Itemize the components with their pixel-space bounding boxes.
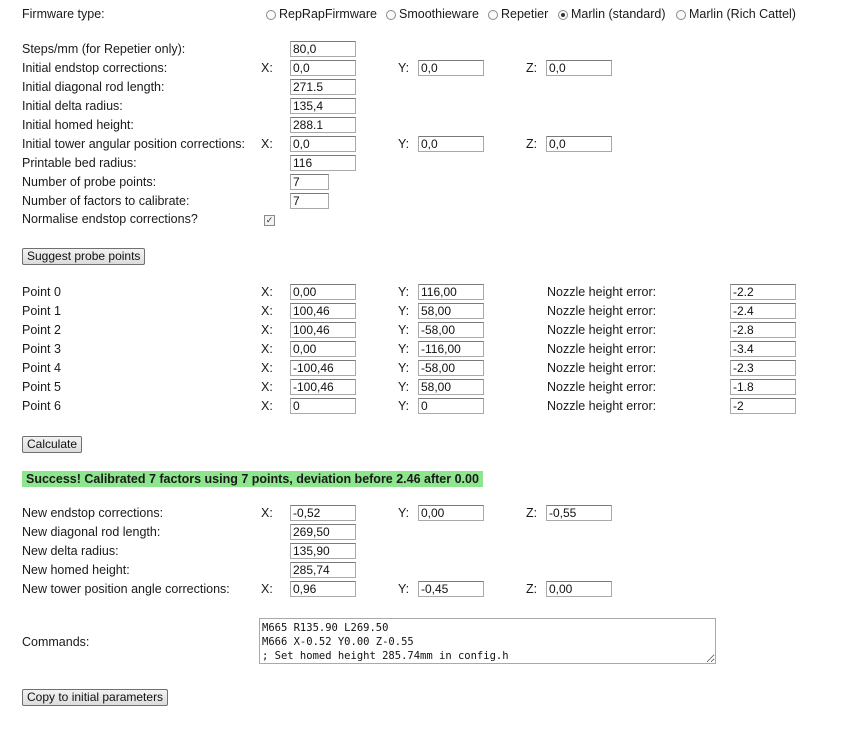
endstop-y-input[interactable]: 0,0 xyxy=(418,60,484,76)
nozzle-height-error-label: Nozzle height error: xyxy=(547,285,657,299)
point-y-label: Y: xyxy=(398,380,410,394)
diag-rod-input[interactable]: 271.5 xyxy=(290,79,356,95)
point-label: Point 6 xyxy=(22,399,61,413)
tower-correction-label: Initial tower angular position corrections: xyxy=(22,137,246,151)
new-endstop-y-input[interactable]: 0,00 xyxy=(418,505,484,521)
radio-reprapfirmware[interactable] xyxy=(266,10,276,20)
probe-points-input[interactable]: 7 xyxy=(290,174,329,190)
nozzle-height-error-label: Nozzle height error: xyxy=(547,361,657,375)
point-x-label: X: xyxy=(261,304,273,318)
point-x-input[interactable]: -100,46 xyxy=(290,379,356,395)
new-tower-z-input[interactable]: 0,00 xyxy=(546,581,612,597)
point-x-label: X: xyxy=(261,361,273,375)
nozzle-height-error-label: Nozzle height error: xyxy=(547,323,657,337)
new-endstop-z-input[interactable]: -0,55 xyxy=(546,505,612,521)
point-x-label: X: xyxy=(261,399,273,413)
nozzle-height-error-label: Nozzle height error: xyxy=(547,342,657,356)
homed-height-label: Initial homed height: xyxy=(22,118,134,132)
point-y-input[interactable]: -116,00 xyxy=(418,341,484,357)
bed-radius-input[interactable]: 116 xyxy=(290,155,356,171)
point-x-label: X: xyxy=(261,380,273,394)
new-homed-height-input[interactable]: 285,74 xyxy=(290,562,356,578)
radio-label-marlin-rich-cattel[interactable]: Marlin (Rich Cattel) xyxy=(689,7,796,21)
new-endstop-x-input[interactable]: -0,52 xyxy=(290,505,356,521)
radio-label-marlin-standard[interactable]: Marlin (standard) xyxy=(571,7,666,21)
success-message: Success! Calibrated 7 factors using 7 points, deviation before 2.46 after 0.00 xyxy=(22,471,483,487)
commands-label: Commands: xyxy=(22,635,90,649)
radio-label-reprapfirmware[interactable]: RepRapFirmware xyxy=(279,7,377,21)
diag-rod-label: Initial diagonal rod length: xyxy=(22,80,165,94)
delta-radius-input[interactable]: 135,4 xyxy=(290,98,356,114)
new-endstop-x-label: X: xyxy=(261,506,273,520)
new-tower-angle-label: New tower position angle corrections: xyxy=(22,582,230,596)
new-diag-rod-label: New diagonal rod length: xyxy=(22,525,161,539)
point-y-input[interactable]: 0 xyxy=(418,398,484,414)
factors-label: Number of factors to calibrate: xyxy=(22,194,190,208)
new-delta-radius-label: New delta radius: xyxy=(22,544,119,558)
nozzle-height-error-input[interactable]: -2.4 xyxy=(730,303,796,319)
endstop-x-label: X: xyxy=(261,61,273,75)
normalise-label: Normalise endstop corrections? xyxy=(22,212,198,226)
radio-repetier[interactable] xyxy=(488,10,498,20)
point-x-label: X: xyxy=(261,342,273,356)
point-x-input[interactable]: 0 xyxy=(290,398,356,414)
point-x-input[interactable]: 100,46 xyxy=(290,303,356,319)
radio-marlin-standard[interactable] xyxy=(558,10,568,20)
tower-y-label: Y: xyxy=(398,137,410,151)
new-tower-z-label: Z: xyxy=(526,582,538,596)
point-x-input[interactable]: 0,00 xyxy=(290,341,356,357)
bed-radius-label: Printable bed radius: xyxy=(22,156,137,170)
tower-z-input[interactable]: 0,0 xyxy=(546,136,612,152)
commands-textarea[interactable] xyxy=(259,618,716,664)
nozzle-height-error-input[interactable]: -3.4 xyxy=(730,341,796,357)
point-x-label: X: xyxy=(261,323,273,337)
point-y-input[interactable]: -58,00 xyxy=(418,322,484,338)
endstop-z-label: Z: xyxy=(526,61,538,75)
point-y-label: Y: xyxy=(398,304,410,318)
point-x-input[interactable]: -100,46 xyxy=(290,360,356,376)
radio-label-repetier[interactable]: Repetier xyxy=(501,7,549,21)
point-y-input[interactable]: 58,00 xyxy=(418,303,484,319)
tower-y-input[interactable]: 0,0 xyxy=(418,136,484,152)
calculate-button[interactable]: Calculate xyxy=(22,436,82,453)
normalise-checkbox[interactable]: ✓ xyxy=(265,215,274,225)
radio-marlin-rich-cattel[interactable] xyxy=(676,10,686,20)
point-y-input[interactable]: 116,00 xyxy=(418,284,484,300)
point-y-input[interactable]: 58,00 xyxy=(418,379,484,395)
point-label: Point 5 xyxy=(22,380,61,394)
point-y-input[interactable]: -58,00 xyxy=(418,360,484,376)
nozzle-height-error-label: Nozzle height error: xyxy=(547,399,657,413)
homed-height-input[interactable]: 288.1 xyxy=(290,117,356,133)
radio-smoothieware[interactable] xyxy=(386,10,396,20)
point-y-label: Y: xyxy=(398,361,410,375)
new-tower-y-input[interactable]: -0,45 xyxy=(418,581,484,597)
factors-input[interactable]: 7 xyxy=(290,193,329,209)
point-y-label: Y: xyxy=(398,285,410,299)
tower-x-label: X: xyxy=(261,137,273,151)
new-tower-x-label: X: xyxy=(261,582,273,596)
point-x-label: X: xyxy=(261,285,273,299)
suggest-probe-points-button[interactable]: Suggest probe points xyxy=(22,248,145,265)
nozzle-height-error-input[interactable]: -1.8 xyxy=(730,379,796,395)
endstop-label: Initial endstop corrections: xyxy=(22,61,168,75)
nozzle-height-error-input[interactable]: -2.2 xyxy=(730,284,796,300)
endstop-z-input[interactable]: 0,0 xyxy=(546,60,612,76)
point-x-input[interactable]: 0,00 xyxy=(290,284,356,300)
nozzle-height-error-label: Nozzle height error: xyxy=(547,380,657,394)
new-endstop-z-label: Z: xyxy=(526,506,538,520)
nozzle-height-error-input[interactable]: -2.8 xyxy=(730,322,796,338)
endstop-x-input[interactable]: 0,0 xyxy=(290,60,356,76)
delta-radius-label: Initial delta radius: xyxy=(22,99,123,113)
new-endstop-label: New endstop corrections: xyxy=(22,506,164,520)
tower-z-label: Z: xyxy=(526,137,538,151)
copy-to-initial-button[interactable]: Copy to initial parameters xyxy=(22,689,168,706)
radio-label-smoothieware[interactable]: Smoothieware xyxy=(399,7,479,21)
nozzle-height-error-label: Nozzle height error: xyxy=(547,304,657,318)
point-label: Point 4 xyxy=(22,361,61,375)
new-delta-radius-input[interactable]: 135,90 xyxy=(290,543,356,559)
point-label: Point 1 xyxy=(22,304,61,318)
point-y-label: Y: xyxy=(398,323,410,337)
new-tower-x-input[interactable]: 0,96 xyxy=(290,581,356,597)
steps-input[interactable]: 80,0 xyxy=(290,41,356,57)
new-homed-height-label: New homed height: xyxy=(22,563,130,577)
endstop-y-label: Y: xyxy=(398,61,410,75)
new-diag-rod-input[interactable]: 269,50 xyxy=(290,524,356,540)
tower-x-input[interactable]: 0,0 xyxy=(290,136,356,152)
firmware-type-label: Firmware type: xyxy=(22,7,105,21)
point-x-input[interactable]: 100,46 xyxy=(290,322,356,338)
nozzle-height-error-input[interactable]: -2 xyxy=(730,398,796,414)
new-tower-y-label: Y: xyxy=(398,582,410,596)
nozzle-height-error-input[interactable]: -2.3 xyxy=(730,360,796,376)
probe-points-label: Number of probe points: xyxy=(22,175,157,189)
point-label: Point 3 xyxy=(22,342,61,356)
point-y-label: Y: xyxy=(398,399,410,413)
new-endstop-y-label: Y: xyxy=(398,506,410,520)
point-label: Point 0 xyxy=(22,285,61,299)
point-y-label: Y: xyxy=(398,342,410,356)
steps-label: Steps/mm (for Repetier only): xyxy=(22,42,186,56)
point-label: Point 2 xyxy=(22,323,61,337)
